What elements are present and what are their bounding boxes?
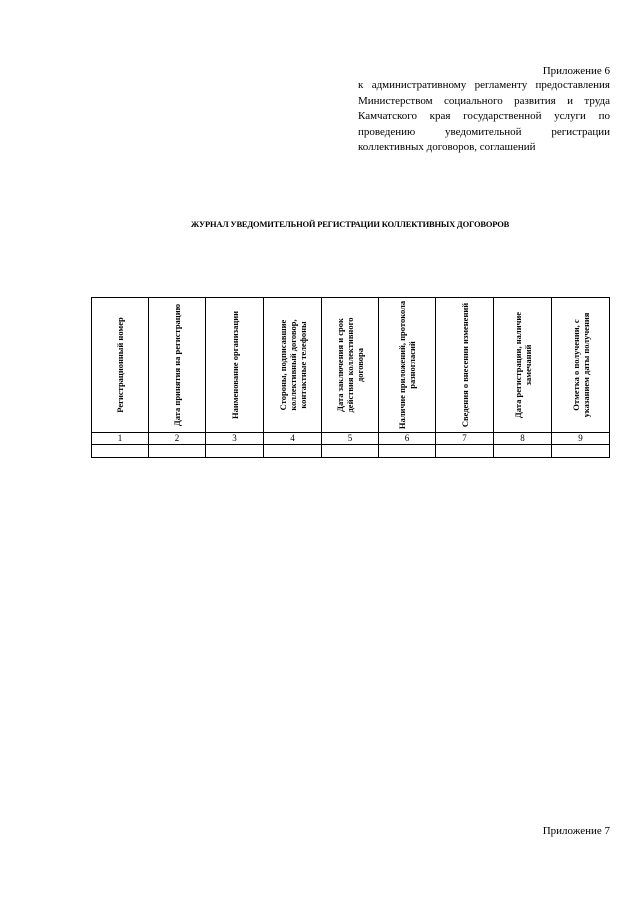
table-cell (206, 445, 264, 458)
column-number: 2 (149, 433, 206, 445)
column-number: 5 (322, 433, 379, 445)
column-header-acceptance-date (149, 298, 206, 433)
column-header-label: Дата регистрации, наличие замечаний (512, 311, 533, 419)
column-header-registration-number (92, 298, 149, 433)
column-header-registration-date (494, 298, 552, 433)
table-header-row (92, 298, 610, 433)
column-header-label: Стороны, подписавшие коллективный договор, контактные телефоны (277, 319, 308, 411)
column-header-label: Регистрационный номер (115, 317, 125, 413)
column-number: 4 (264, 433, 322, 445)
table-cell (552, 445, 610, 458)
table-cell (379, 445, 436, 458)
column-header-label: Отметка о получении, с указанием даты получения (570, 312, 591, 418)
table-cell (264, 445, 322, 458)
column-number: 1 (92, 433, 149, 445)
appendix-number: Приложение 6 (542, 65, 610, 77)
column-header-changes (436, 298, 494, 433)
column-number: 8 (494, 433, 552, 445)
column-header-label: Наименование организации (229, 310, 240, 420)
table-cell (322, 445, 379, 458)
column-header-parties (264, 298, 322, 433)
column-number: 3 (206, 433, 264, 445)
journal-title: ЖУРНАЛ УВЕДОМИТЕЛЬНОЙ РЕГИСТРАЦИИ КОЛЛЕКТИВНЫХ ДОГОВОРОВ (190, 219, 510, 229)
column-header-organization-name (206, 298, 264, 433)
column-header-attachments (379, 298, 436, 433)
table-row-empty (92, 445, 610, 458)
table-cell (92, 445, 149, 458)
column-header-receipt-mark (552, 298, 610, 433)
column-header-label: Дата заключения и срок действия коллективного договора (335, 317, 365, 413)
next-appendix-number: Приложение 7 (542, 825, 610, 837)
table-cell (494, 445, 552, 458)
column-number-row (92, 433, 610, 445)
table-cell (436, 445, 494, 458)
appendix-reference-text: к административному регламенту предоставления Министерством социального развития и труда Камчатского края государственной услуги по проведению уведомительной регистрации коллективных договоров, соглашений (358, 79, 610, 153)
column-number: 9 (552, 433, 610, 445)
table-cell (149, 445, 206, 458)
column-header-label: Дата принятия на регистрацию (172, 303, 182, 427)
column-header-conclusion-date (322, 298, 379, 433)
journal-table (91, 297, 610, 458)
column-number: 7 (436, 433, 494, 445)
column-number: 6 (379, 433, 436, 445)
column-header-label: Наличие приложений, протокола разногласий (397, 300, 417, 430)
column-header-label: Сведения о внесении изменений (459, 302, 470, 428)
